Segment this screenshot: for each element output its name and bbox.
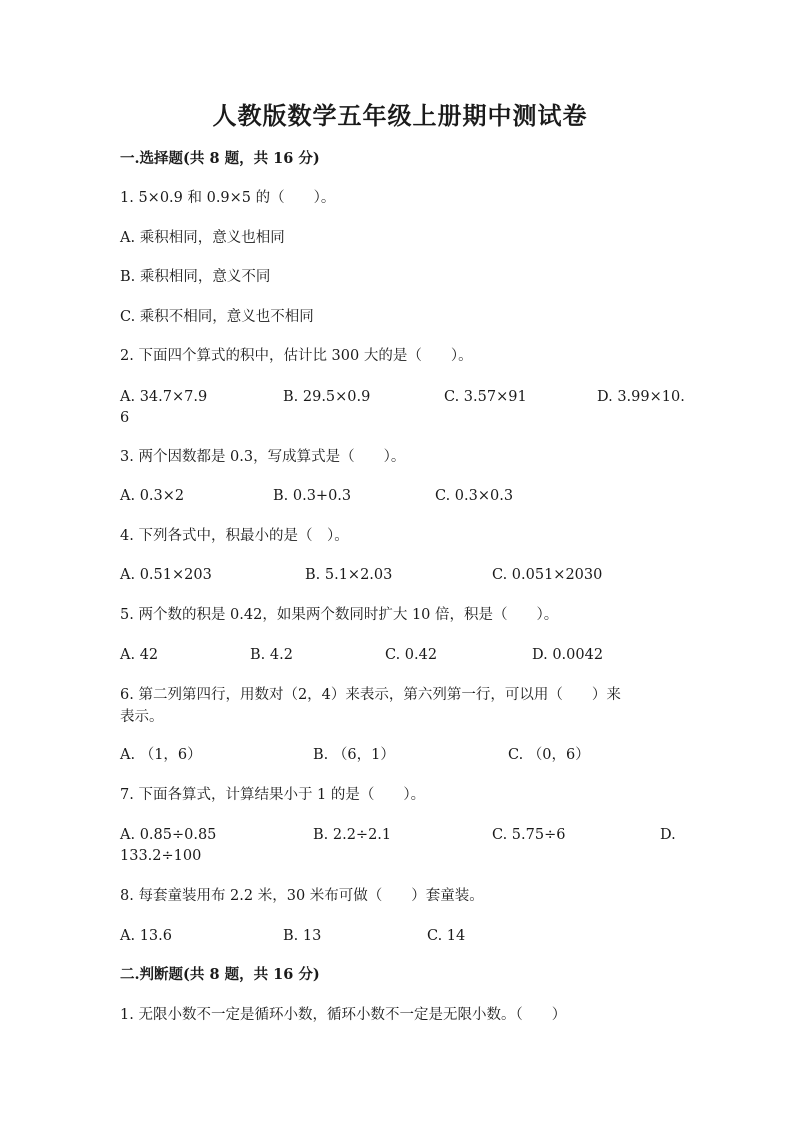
page-title: 人教版数学五年级上册期中测试卷: [212, 101, 588, 130]
section-heading-choice: 一.选择题(共 8 题，共 16 分): [120, 150, 320, 167]
question-1-option-a: A. 乘积相同，意义也相同: [120, 230, 285, 246]
question-2-option-b: B. 29.5×0.9: [283, 389, 371, 405]
question-4-option-c: C. 0.051×2030: [492, 567, 603, 583]
question-2-option-c: C. 3.57×91: [444, 389, 527, 405]
question-5-option-a: A. 42: [120, 647, 159, 663]
question-1-option-b: B. 乘积相同，意义不同: [120, 269, 271, 285]
question-7-stem: 7. 下面各算式，计算结果小于 1 的是（ ）。: [120, 787, 426, 803]
question-6-stem: 6. 第二列第四行，用数对（2，4）来表示，第六列第一行，可以用（ ）来: [120, 687, 621, 703]
question-3-stem: 3. 两个因数都是 0.3，写成算式是（ ）。: [120, 449, 406, 465]
question-5-option-c: C. 0.42: [385, 647, 438, 663]
question-6-option-a: A. （1，6）: [120, 747, 202, 763]
question-3-option-c: C. 0.3×0.3: [435, 488, 514, 504]
question-2-option-d-continued: 6: [120, 410, 130, 426]
question-7-option-c: C. 5.75÷6: [492, 827, 566, 843]
section-heading-judgment: 二.判断题(共 8 题，共 16 分): [120, 966, 320, 983]
question-2-stem: 2. 下面四个算式的积中，估计比 300 大的是（ ）。: [120, 348, 473, 364]
question-5-option-b: B. 4.2: [250, 647, 293, 663]
question-3-option-a: A. 0.3×2: [120, 488, 185, 504]
question-7-option-d: D.: [660, 827, 676, 843]
question-4-option-b: B. 5.1×2.03: [305, 567, 393, 583]
question-1-option-c: C. 乘积不相同，意义也不相同: [120, 309, 314, 325]
question-4-stem: 4. 下列各式中，积最小的是（ ）。: [120, 528, 349, 544]
question-7-option-d-continued: 133.2÷100: [120, 848, 202, 864]
question-6-option-b: B. （6，1）: [313, 747, 395, 763]
question-7-option-a: A. 0.85÷0.85: [120, 827, 217, 843]
question-8-option-a: A. 13.6: [120, 928, 172, 944]
question-2-option-a: A. 34.7×7.9: [120, 389, 208, 405]
question-4-option-a: A. 0.51×203: [120, 567, 212, 583]
question-8-option-c: C. 14: [427, 928, 466, 944]
question-1-stem: 1. 5×0.9 和 0.9×5 的（ ）。: [120, 190, 336, 206]
judgment-question-1-stem: 1. 无限小数不一定是循环小数，循环小数不一定是无限小数。（ ）: [120, 1007, 567, 1023]
question-7-option-b: B. 2.2÷2.1: [313, 827, 392, 843]
question-2-option-d: D. 3.99×10.: [597, 389, 685, 405]
question-5-option-d: D. 0.0042: [532, 647, 604, 663]
question-5-stem: 5. 两个数的积是 0.42，如果两个数同时扩大 10 倍，积是（ ）。: [120, 607, 559, 623]
question-3-option-b: B. 0.3+0.3: [273, 488, 352, 504]
question-6-stem-continued: 表示。: [120, 709, 164, 725]
question-8-stem: 8. 每套童装用布 2.2 米，30 米布可做（ ）套童装。: [120, 888, 484, 904]
question-8-option-b: B. 13: [283, 928, 322, 944]
question-6-option-c: C. （0，6）: [508, 747, 590, 763]
